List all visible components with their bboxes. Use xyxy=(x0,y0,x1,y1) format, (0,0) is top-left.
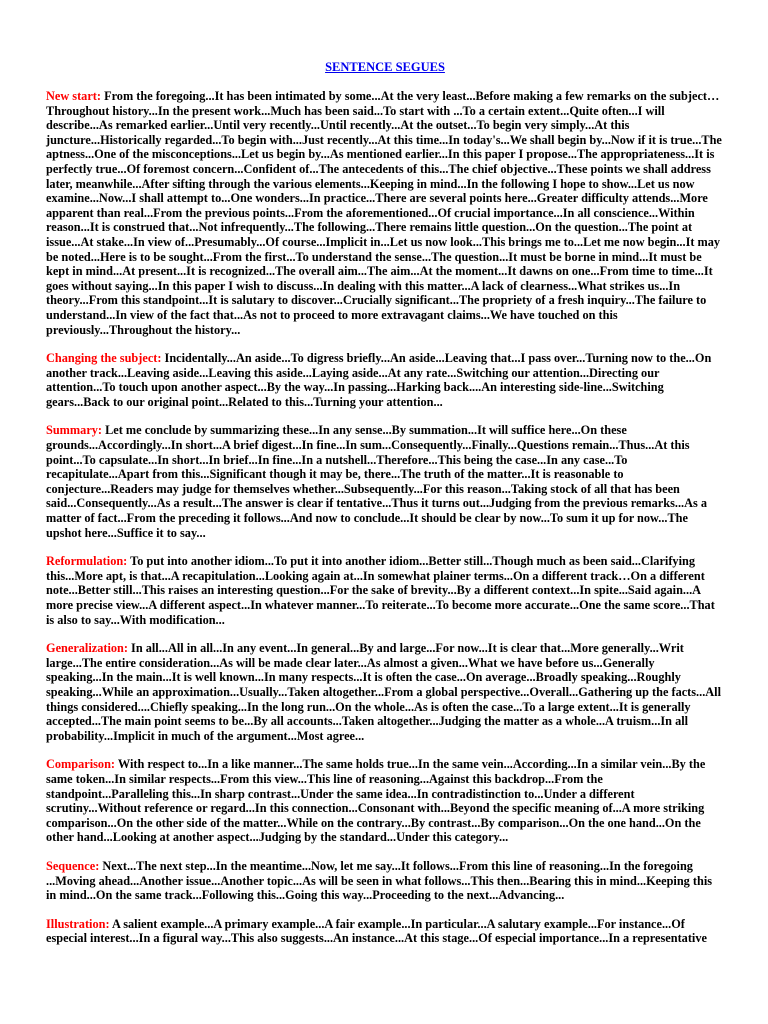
section-heading: New start: xyxy=(46,89,101,103)
section-reformulation xyxy=(46,554,724,627)
section-heading: Reformulation: xyxy=(46,554,128,569)
section-summary xyxy=(46,423,724,540)
section-sequence xyxy=(46,859,724,903)
section-new-start xyxy=(46,89,724,337)
section-comparison xyxy=(46,757,724,845)
section-changing-the-subject xyxy=(46,351,724,409)
section-heading: Generalization: xyxy=(46,641,128,656)
section-generalization xyxy=(46,641,724,743)
document-title: SENTENCE SEGUES xyxy=(325,60,445,74)
section-heading: Illustration: xyxy=(46,916,110,931)
section-text: To put into another idiom...To put it into another idiom...Better still...Though much as been said...Clarifying this...More apt, is that...A recapitulation...Looking again at...In somewhat plainer terms...On a different track…On a different note...Better still...This raises an interesting question...For the sake of brevity...By a different context...In spite...Said again...A more precise view...A different aspect...In whatever manner...To reiterate...To become more accurate...One the same score...That is also to say...With modification... xyxy=(46,554,715,627)
section-text: Next...The next step...In the meantime...Now, let me say...It follows...From this line of reasoning...In the foregoing ...Moving ahead...Another issue...Another topic...As will be seen in what follows...This then...Bearing this in mind...Keeping this in mind...On the same track...Following this...Going this way...Proceeding to the next...Advancing... xyxy=(46,858,713,903)
section-text: From the foregoing...It has been intimated by some...At the very least...Before making a few remarks on the subject…Throughout history...In the present work...Much has been said...To start with ...To a certain extent...Quite often...I will describe...As remarked earlier...Until very recently...Until recently...At the outset...To begin very simply...At this juncture...Historically regarded...To begin with...Just recently...At this time...In today's...We shall begin by...Now if it is true...The aptness...One of the misconceptions...Let us begin by...As mentioned earlier...In this paper I propose...The appropriateness...It is perfectly true...Of foremost concern...Confident of...The antecedents of this...The chief objective...These points we shall address later, meanwhile...After sifting through the various elements...Keeping in mind...In the following I hope to show...Let us now examine...Now...I shall attempt to...One wonders...In practice...There are several points here...Greater difficulty attends...More apparent than real...From the previous points...From the aforementioned...Of crucial importance...In all conscience...Within reason...It is construed that...Not infrequently...The following...There remains little question...On the question...The point at issue...At stake...In view of...Presumably...Of course...Implicit in...Let us now look...This brings me to...Let me now begin...It may be noted...Here is to be sought...From the first...To understand the sense...The question...It must be borne in mind...It must be kept in mind...At present...It is recognized...The overall aim...The aim...At the moment...It dawns on one...From time to time...It goes without saying...In this paper I wish to discuss...In dealing with this matter...A lack of clearness...What strikes us...In theory...From this standpoint...It is salutary to discover...Crucially significant...The propriety of a fresh inquiry...The failure to understand...In view of the fact that...As not to proceed to more extravagant claims...We have touched on this previously...Throughout the history... xyxy=(46,89,722,337)
section-text: Let me conclude by summarizing these...In any sense...By summation...It will suffice here...On these grounds...Accordingly...In short...A brief digest...In fine...In sum...Consequently...Finally...Questions remain...Thus...At this point...To capsulate...In short...In brief...In fine...In a nutshell...Therefore...This being the case...In any case...To recapitulate...Apart from this...Significant though it may be, there...The truth of the matter...It is reasonable to conjecture...Readers may judge for themselves whether...Subsequently...For this reason...Taking stock of all that has been said...Consequently...As a result...The answer is clear if tentative...Thus it turns out...Judging from the previous remarks...As a matter of fact...From the preceding it follows...And now to conclude...It should be clear by now...To sum it up for now...The upshot here...Suffice it to say... xyxy=(46,423,707,540)
section-heading: Sequence: xyxy=(46,858,100,873)
section-illustration xyxy=(46,917,724,946)
section-text: Incidentally...An aside...To digress briefly...An aside...Leaving that...I pass over...Turning now to the...On another track...Leaving aside...Leaving this aside...Laying aside...At any rate...Switching our attention...Directing our attention...To touch upon another aspect...By the way...In passing...Harking back....An interesting side-line...Switching gears...Back to our original point...Related to this...Turning your attention... xyxy=(46,351,712,409)
section-heading: Comparison: xyxy=(46,757,116,772)
section-text: In all...All in all...In any event...In general...By and large...For now...It is clear that...More generally...Writ large...The entire consideration...As will be made clear later...As almost a given...What we have before us...Generally speaking...In the main...It is well known...In many respects...It is often the case...On average...Broadly speaking...Roughly speaking...While an approximation...Usually...Taken altogether...From a global perspective...Overall...Gathering up the facts...All things considered....Chiefly speaking...In the long run...On the whole...As is often the case...To a large extent...It is generally accepted...The main point seems to be...By all accounts...Taken altogether...Judging the matter as a whole...A truism...In all probability...Implicit in much of the argument...Most agree... xyxy=(46,641,721,743)
section-text: With respect to...In a like manner...The same holds true...In the same vein...According...In a similar vein...By the same token...In similar respects...From this view...This line of reasoning...Against this backdrop...From the standpoint...Paralleling this...In sharp contrast...Under the same idea...In contradistinction to...Under a different scrutiny...Without reference or regard...In this connection...Consonant with...Beyond the specific meaning of...A more striking comparison...On the other side of the matter...While on the contrary...By contrast...By comparison...On the one hand...On the other hand...Looking at another aspect...Judging by the standard...Under this category... xyxy=(46,757,706,845)
section-text: A salient example...A primary example...A fair example...In particular...A salutary example...For instance...Of especial interest...In a figural way...This also suggests...An instance...At this stage...Of especial importance...In a representative xyxy=(46,916,707,946)
section-heading: Summary: xyxy=(46,423,103,438)
section-heading: Changing the subject: xyxy=(46,351,162,366)
